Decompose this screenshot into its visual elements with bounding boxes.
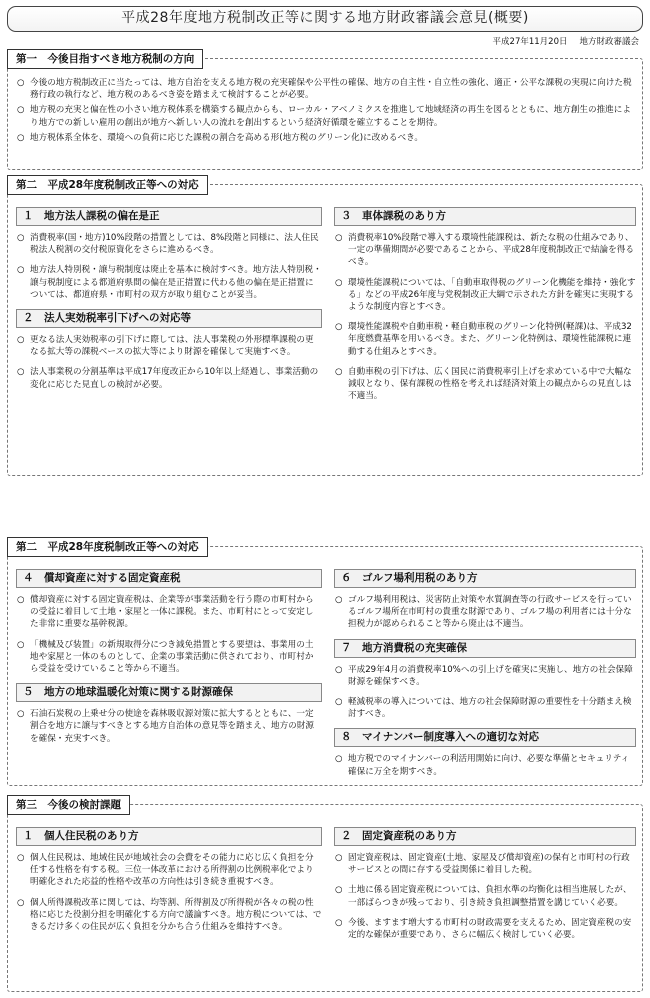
section-future-issues bbox=[7, 799, 643, 992]
bullet-list bbox=[16, 77, 636, 147]
section-heading: 第二 平成28年度税制改正等への対応 bbox=[7, 537, 208, 557]
bullet-list bbox=[16, 334, 322, 391]
list-item: ○ 個人住民税は、地域住民が地域社会の会費をその能力に応じ広く負担を分任する性格を有する税。三位一体改革における所得割の比例税率化でより明確化された応益的性格や改革の方向性は引き続き重視すべき。 bbox=[16, 852, 322, 889]
bullet-list bbox=[16, 852, 322, 933]
subsection-title: ３ 車体課税のあり方 bbox=[334, 207, 636, 226]
list-item: ○ 石油石炭税の上乗せ分の使途を森林吸収源対策に拡大するとともに、一定割合を地方に譲与すべきとする地方自治体の意見等を踏まえ、地方の財源を確保・充実すべき。 bbox=[16, 708, 322, 745]
subsection-title: ２ 固定資産税のあり方 bbox=[334, 827, 636, 846]
list-item: ○ 更なる法人実効税率の引下げに際しては、法人事業税の外形標準課税の更なる拡大等の課税ベースの拡大等により財源を確保して実施すべき。 bbox=[16, 334, 322, 358]
list-item: ○ 消費税率10%段階で導入する環境性能課税は、新たな税の仕組みであり、一定の準備期間が必要であることから、平成28年度税制改正で結論を得るべき。 bbox=[334, 232, 636, 269]
section-heading: 第三 今後の検討課題 bbox=[7, 795, 130, 815]
bullet-list bbox=[334, 753, 636, 777]
list-item: ○ 今後の地方税制改正に当たっては、地方自治を支える地方税の充実確保や公平性の確保、地方の自主性・自立性の強化、適正・公平な課税の実現に向けた税務行政の執行など、地方税のあるべき姿を踏まえて検討することが必要。 bbox=[16, 77, 636, 101]
list-item: ○ 固定資産税は、固定資産(土地、家屋及び償却資産)の保有と市町村の行政サービスとの間に存する受益関係に着目した税。 bbox=[334, 852, 636, 876]
left-column bbox=[16, 207, 322, 399]
subsection-title: ８ マイナンバー制度導入への適切な対応 bbox=[334, 728, 636, 747]
list-item: ○ 地方税の充実と偏在性の小さい地方税体系を構築する観点からも、ローカル・アベノミクスを推進して地域経済の再生を図るとともに、地方創生の推進により地方での新しい雇用の創出が地方へ新しい人の流れを創出するという経済好循環を確立することを期待。 bbox=[16, 104, 636, 128]
list-item: ○ 土地に係る固定資産税については、負担水準の均衡化は相当進展したが、一部ばらつきが残っており、引き続き負担調整措置を講じていく必要。 bbox=[334, 884, 636, 908]
list-item: ○ 個人所得課税改革に関しては、均等割、所得割及び所得税が各々の税の性格に応じた役割分担を明確化する方向で議論すべき。地方税については、できるだけ多くの住民が広く負担を分かち合う仕組みを維持すべき。 bbox=[16, 897, 322, 934]
list-item: ○ 法人事業税の分割基準は平成17年度改正から10年以上経過し、事業活動の変化に応じた見直しの検討が必要。 bbox=[16, 366, 322, 390]
bullet-list bbox=[334, 594, 636, 631]
subsection-title: ２ 法人実効税率引下げへの対応等 bbox=[16, 309, 322, 328]
bullet-list bbox=[16, 708, 322, 745]
document-title: 平成28年度地方税制改正等に関する地方財政審議会意見(概要) bbox=[7, 6, 643, 32]
bullet-list bbox=[334, 852, 636, 941]
section-h28-reform-b bbox=[7, 541, 643, 786]
section-heading: 第一 今後目指すべき地方税制の方向 bbox=[7, 49, 203, 69]
subsection-title: ４ 償却資産に対する固定資産税 bbox=[16, 569, 322, 588]
list-item: ○ 「機械及び装置」の新規取得分につき減免措置とする要望は、事業用の土地や家屋と一体のものとして、企業の事業活動に供されており、市町村から受益を受けていること等から不適当。 bbox=[16, 639, 322, 676]
section-future-direction bbox=[7, 53, 643, 170]
left-column bbox=[16, 827, 322, 941]
subsection-title: ５ 地方の地球温暖化対策に関する財源確保 bbox=[16, 683, 322, 702]
section-h28-reform-a bbox=[7, 179, 643, 476]
subsection-title: ７ 地方消費税の充実確保 bbox=[334, 639, 636, 658]
document-org: 地方財政審議会 bbox=[579, 37, 639, 47]
bullet-list bbox=[16, 232, 322, 301]
list-item: ○ 平成29年4月の消費税率10%への引上げを確実に実施し、地方の社会保障財源を確保すべき。 bbox=[334, 664, 636, 688]
list-item: ○ 環境性能課税については、「自動車取得税のグリーン化機能を維持・強化する」などの平成26年度与党税制改正大綱で示された方針を確実に実現するような制度内容とすべき。 bbox=[334, 277, 636, 314]
left-column bbox=[16, 569, 322, 753]
bullet-list bbox=[16, 594, 322, 675]
bullet-list bbox=[334, 232, 636, 402]
list-item: ○ 地方税体系全体を、環境への負荷に応じた課税の割合を高める形(地方税のグリーン化)に改めるべき。 bbox=[16, 132, 636, 144]
list-item: ○ 環境性能課税や自動車税・軽自動車税のグリーン化特例(軽課)は、平成32年度燃費基準を用いるべき。また、グリーン化特例は、環境性能課税に連動する仕組みとすべき。 bbox=[334, 321, 636, 358]
subsection-title: １ 地方法人課税の偏在是正 bbox=[16, 207, 322, 226]
right-column bbox=[334, 827, 636, 949]
list-item: ○ 今後、ますます増大する市町村の財政需要を支えるため、固定資産税の安定的な確保が重要であり、さらに幅広く検討していく必要。 bbox=[334, 917, 636, 941]
list-item: ○ 自動車税の引下げは、広く国民に消費税率引上げを求めている中で大幅な減収となり、保有課税の性格を考えれば経済対策上の観点からの見直しは不適当。 bbox=[334, 366, 636, 403]
document-date: 平成27年11月20日 bbox=[492, 37, 568, 47]
bullet-list bbox=[334, 664, 636, 721]
subsection-title: ６ ゴルフ場利用税のあり方 bbox=[334, 569, 636, 588]
subsection-title: １ 個人住民税のあり方 bbox=[16, 827, 322, 846]
list-item: ○ 償却資産に対する固定資産税は、企業等が事業活動を行う際の市町村からの受益に着目して土地・家屋と一体に課税。また、市町村にとって安定した非常に重要な基幹税源。 bbox=[16, 594, 322, 631]
list-item: ○ 地方法人特別税・譲与税制度は廃止を基本に検討すべき。地方法人特別税・譲与税制度による都道府県間の偏在是正措置に代わる他の偏在是正措置については、都道府県・市町村の双方が取り組むことが妥当。 bbox=[16, 264, 322, 301]
right-column bbox=[334, 207, 636, 410]
list-item: ○ 消費税率(国・地方)10%段階の措置としては、8%段階と同様に、法人住民税法人税割の交付税原資化をさらに進めるべき。 bbox=[16, 232, 322, 256]
section-heading: 第二 平成28年度税制改正等への対応 bbox=[7, 175, 208, 195]
document-meta bbox=[7, 36, 643, 48]
right-column bbox=[334, 569, 636, 786]
list-item: ○ 軽減税率の導入については、地方の社会保障財源の重要性を十分踏まえ検討すべき。 bbox=[334, 696, 636, 720]
list-item: ○ ゴルフ場利用税は、災害防止対策や水質調査等の行政サービスを行っているゴルフ場所在市町村の貴重な財源であり、ゴルフ場の利用者には十分な担税力が認められること等から廃止は不適当。 bbox=[334, 594, 636, 631]
list-item: ○ 地方税でのマイナンバーの利活用開始に向け、必要な準備とセキュリティ確保に万全を期すべき。 bbox=[334, 753, 636, 777]
